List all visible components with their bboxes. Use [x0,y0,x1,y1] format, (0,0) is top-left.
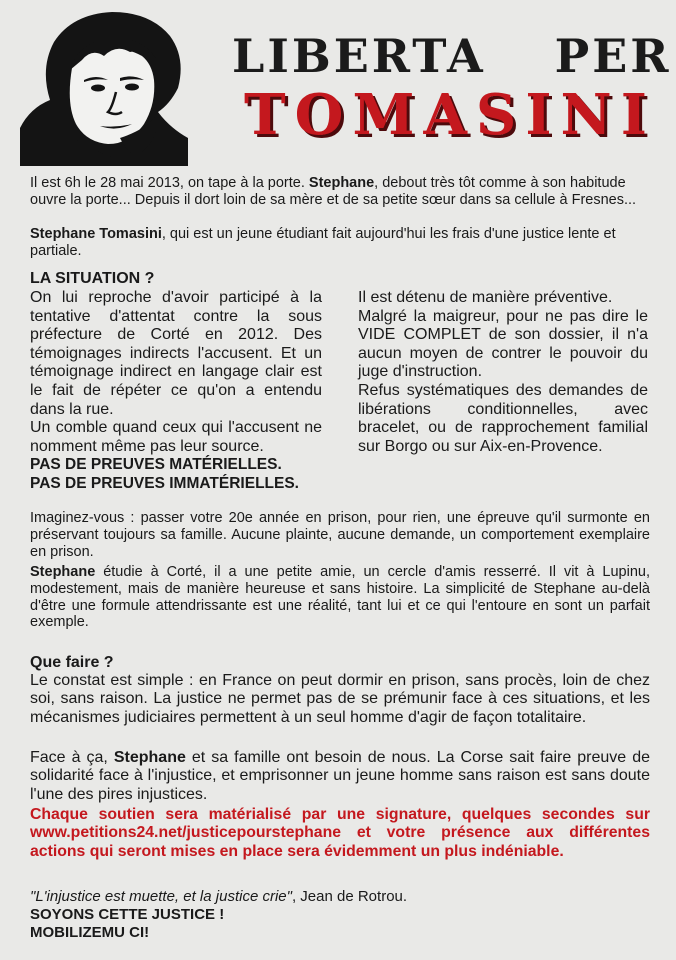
title-tomasini: TOMASINI [244,82,656,148]
call-to-action [30,806,650,861]
imagine-paragraph: Imaginez-vous : passer votre 20e année en prison, pour rien, une épreuve qu'il surmonte en préservant toujours sa famille. Aucune plainte, aucune demande, un comportement exemplaire en prison. [30,510,650,560]
intro2-text: , qui est un jeune étudiant fait aujourd'hui les frais d'une justice lente et partiale. [30,226,616,259]
slogan-mobilizemu: MOBILIZEMU CI! [30,924,150,941]
situation-right-p2: Malgré la maigreur, pour ne pas dire le VIDE COMPLET de son dossier, il n'a aucun moyen de contrer le pouvoir du juge d'instruction. [358,307,648,381]
intro-paragraph [30,175,650,209]
que-faire-heading: Que faire ? [30,654,114,671]
intro2-name: Stephane Tomasini [30,226,162,242]
closing-slogans [30,906,224,942]
situation-right-p3: Refus systématiques des demandes de libérations conditionnelles, avec bracelet, ou de rapprochement familial sur Borgo ou sur Aix-en-Provence. [358,381,648,455]
petition-link[interactable]: www.petitions24.net/justicepourstephane [30,824,342,842]
intro-name: Stephane [308,175,375,191]
no-material-evidence: PAS DE PREUVES MATÉRIELLES. [30,456,282,474]
face-text-b: et sa famille ont besoin de nous. La Corse sait faire preuve de solidarité face à l'injustice, et emprisonner un jeune homme sans raison est sans doute l'une des pires injustices. [30,749,650,803]
quote-author: , Jean de Rotrou. [291,888,408,905]
intro-text-c: , debout très tôt comme à son habitude ouvre la porte... Depuis il dort loin de sa mère et de sa petite sœur dans sa cellule à Fresnes... [30,175,637,208]
title-liberta-per: LIBERTA PER [232,29,672,83]
constat-paragraph: Le constat est simple : en France on peut dormir en prison, sans procès, loin de chez soi, sans raison. La justice ne permet pas de se prémunir face à ces situations, et les mécanismes judiciaires permettent à un seul homme d'agir de façon totalitaire. [30,672,650,726]
intro-paragraph-2 [30,226,650,260]
face-text-a: Face à ça, [30,749,114,766]
quote-line [30,888,407,906]
no-immaterial-evidence: PAS DE PREUVES IMMATÉRIELLES. [30,474,299,492]
stephane-text: étudie à Corté, il a une petite amie, un cercle d'amis resserré. Il vit à Lupinu, modestement, mais de manière heureuse et sans histoire. La simplicité de Stephane au-delà d'être une formule attendrissante est une réalité, tant lui et ce qui l'entoure en sont un parfait exemple. [30,564,650,631]
situation-right-column [358,289,648,456]
cta-text-b: et votre présence aux différentes actions qui seront mises en place sera évidemment un plus indéniable. [30,824,650,860]
face-name: Stephane [113,749,186,766]
situation-left-p2: Un comble quand ceux qui l'accusent ne nomment même pas leur source. [30,419,322,455]
stephane-paragraph [30,564,650,631]
situation-left-p1: On lui reproche d'avoir participé à la tentative d'attentat contre la sous préfecture de Corté en 2012. Des témoignages indirects l'accusent. Et un témoignage indirect en langage clair est le fait de répéter ce qu'on a entendu dans la rue. [30,289,322,418]
quote-text: "L'injustice est muette, et la justice crie" [30,888,292,905]
face-paragraph [30,749,650,804]
cta-text-a: Chaque soutien sera matérialisé par une signature, quelques secondes sur [30,806,650,823]
portrait-image [20,8,188,166]
situation-heading: LA SITUATION ? [30,270,155,287]
stephane-name: Stephane [30,564,96,580]
situation-right-p1: Il est détenu de manière préventive. [358,289,613,306]
slogan-justice: SOYONS CETTE JUSTICE ! [30,906,225,923]
intro-text-a: Il est 6h le 28 mai 2013, on tape à la porte. [30,175,309,191]
situation-left-column [30,289,322,494]
